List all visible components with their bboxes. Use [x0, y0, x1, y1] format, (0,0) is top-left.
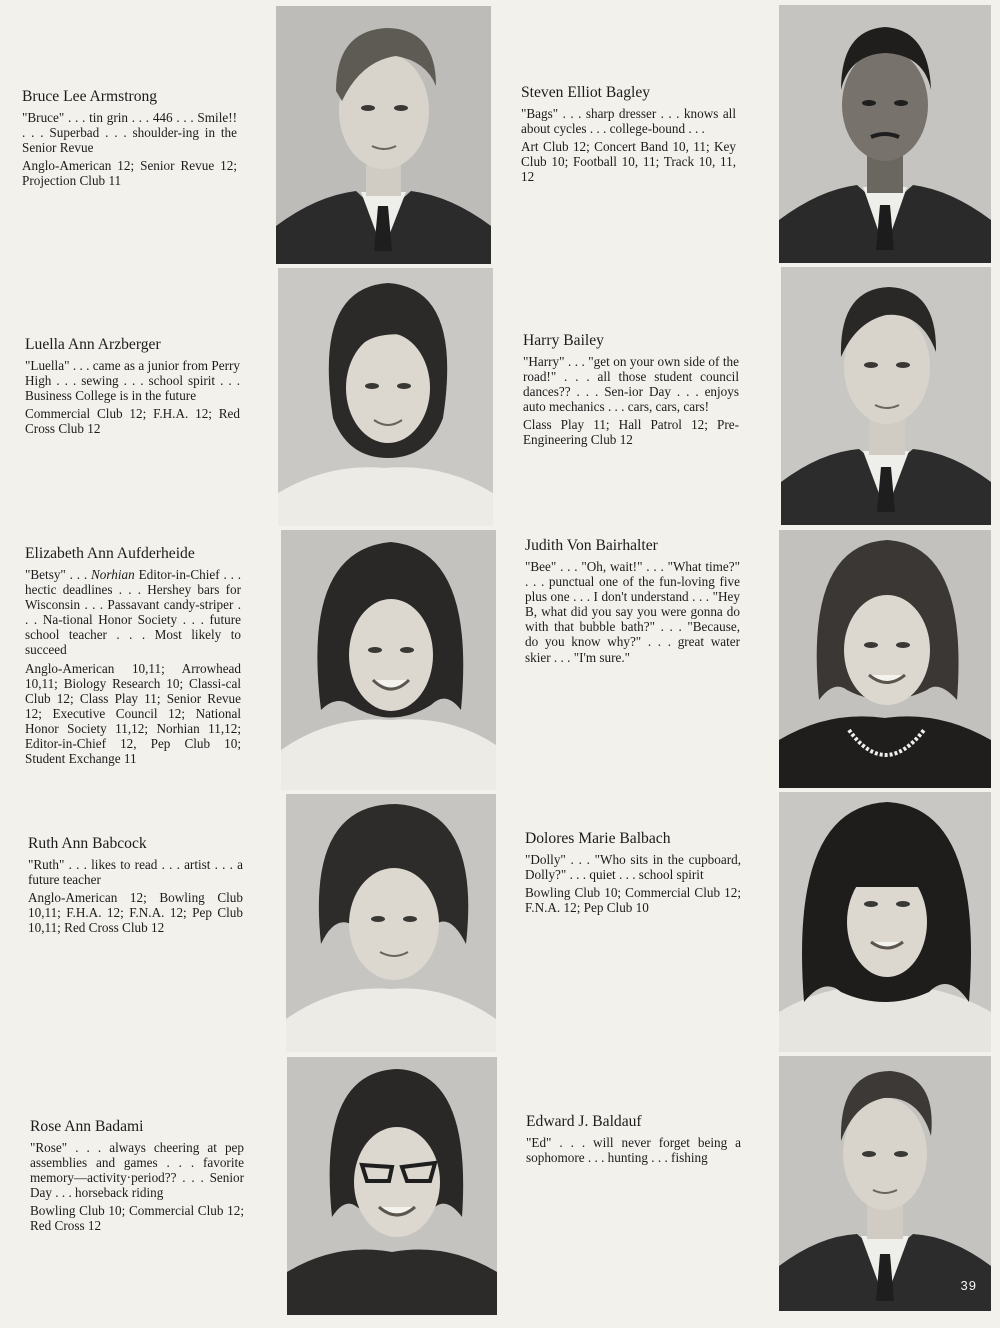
student-entry-armstrong: [22, 88, 237, 188]
student-name: Edward J. Baldauf: [526, 1113, 642, 1130]
student-name: Judith Von Bairhalter: [525, 537, 658, 554]
student-entry-arzberger: [25, 336, 240, 436]
student-quote-start: "Betsy" . . .: [25, 567, 92, 582]
student-entry-balbach: [525, 830, 741, 915]
student-activities: Commercial Club 12; F.H.A. 12; Red Cross Club 12: [25, 406, 240, 437]
student-quote: [25, 567, 241, 658]
student-activities: Anglo-American 10,11; Arrowhead 10,11; Biology Research 10; Classi-cal Club 12; Class Play 11; Senior Revue 12; Executive Council 12; National Honor Society 11,12; Norhian 11,12; Editor-in-Chief 12, Pep Club 10; Student Exchange 11: [25, 660, 241, 767]
student-activities: Art Club 12; Concert Band 10, 11; Key Club 10; Football 10, 11; Track 10, 11, 12: [521, 139, 736, 185]
student-quote-rest: Editor-in-Chief . . . hectic deadlines . . . Hershey bars for Wisconsin . . . Passavant candy-striper . . . Na-tional Honor Society . . . future school teacher . . . Most likely to succeed: [25, 567, 241, 658]
publication-name: Norhian: [91, 567, 135, 582]
student-name: Steven Elliot Bagley: [521, 84, 651, 101]
student-name: Luella Ann Arzberger: [25, 336, 161, 353]
portrait-photo-arzberger: [278, 268, 493, 526]
portrait-photo-baldauf: [779, 1056, 991, 1311]
student-quote: "Ed" . . . will never forget being a sophomore . . . hunting . . . fishing: [526, 1135, 741, 1166]
student-quote: "Luella" . . . came as a junior from Perry High . . . sewing . . . school spirit . . . Business College is in the future: [25, 358, 240, 404]
student-entry-bagley: [521, 84, 736, 184]
student-entry-aufderheide: [25, 545, 241, 766]
student-name: Elizabeth Ann Aufderheide: [25, 545, 195, 562]
student-activities: Anglo-American 12; Senior Revue 12; Projection Club 11: [22, 158, 237, 189]
student-name: Bruce Lee Armstrong: [22, 88, 158, 105]
student-entry-baldauf: [526, 1113, 741, 1168]
student-quote: "Dolly" . . . "Who sits in the cupboard, Dolly?" . . . quiet . . . school spirit: [525, 852, 741, 883]
student-name: Dolores Marie Balbach: [525, 830, 671, 847]
student-entry-bailey: [523, 332, 739, 448]
portrait-photo-bairhalter: [779, 530, 991, 788]
student-entry-babcock: [28, 835, 243, 935]
portrait-photo-armstrong: [276, 6, 491, 264]
portrait-photo-bailey: [781, 267, 991, 525]
student-quote: "Rose" . . . always cheering at pep assemblies and games . . . favorite memory—activity·period?? . . . Senior Day . . . horseback riding: [30, 1140, 244, 1201]
portrait-photo-badami: [287, 1057, 497, 1315]
student-quote: "Harry" . . . "get on your own side of the road!" . . . all those student council dances?? . . . Sen-ior Day . . . enjoys auto mechanics . . . cars, cars, cars!: [523, 354, 739, 415]
student-activities: Class Play 11; Hall Patrol 12; Pre-Engineering Club 12: [523, 417, 739, 448]
page-number: 39: [960, 1278, 977, 1293]
portrait-photo-aufderheide: [281, 530, 496, 790]
student-activities: Anglo-American 12; Bowling Club 10,11; F.H.A. 12; F.N.A. 12; Pep Club 10,11; Red Cross Club 12: [28, 890, 243, 936]
student-activities: Bowling Club 10; Commercial Club 12; Red Cross 12: [30, 1203, 244, 1234]
student-entry-badami: [30, 1118, 244, 1234]
student-name: Harry Bailey: [523, 332, 604, 349]
student-activities: Bowling Club 10; Commercial Club 12; F.N.A. 12; Pep Club 10: [525, 885, 741, 916]
portrait-photo-balbach: [779, 792, 991, 1052]
portrait-photo-bagley: [779, 5, 991, 263]
student-quote: "Bee" . . . "Oh, wait!" . . . "What time?" . . . punctual one of the fun-loving five plus one . . . I don't understand . . . "Hey B, what did you say you were gonna do with that bubble bath?" . . . "Because, do you know why?" . . . great water skier . . . "I'm sure.": [525, 559, 740, 665]
student-quote: "Ruth" . . . likes to read . . . artist . . . a future teacher: [28, 857, 243, 888]
student-name: Ruth Ann Babcock: [28, 835, 147, 852]
student-quote: "Bags" . . . sharp dresser . . . knows all about cycles . . . college-bound . . .: [521, 106, 736, 137]
student-entry-bairhalter: [525, 537, 740, 668]
student-name: Rose Ann Badami: [30, 1118, 144, 1135]
student-quote: "Bruce" . . . tin grin . . . 446 . . . Smile!! . . . Superbad . . . shoulder-ing in the Senior Revue: [22, 110, 237, 156]
portrait-photo-babcock: [286, 794, 496, 1052]
